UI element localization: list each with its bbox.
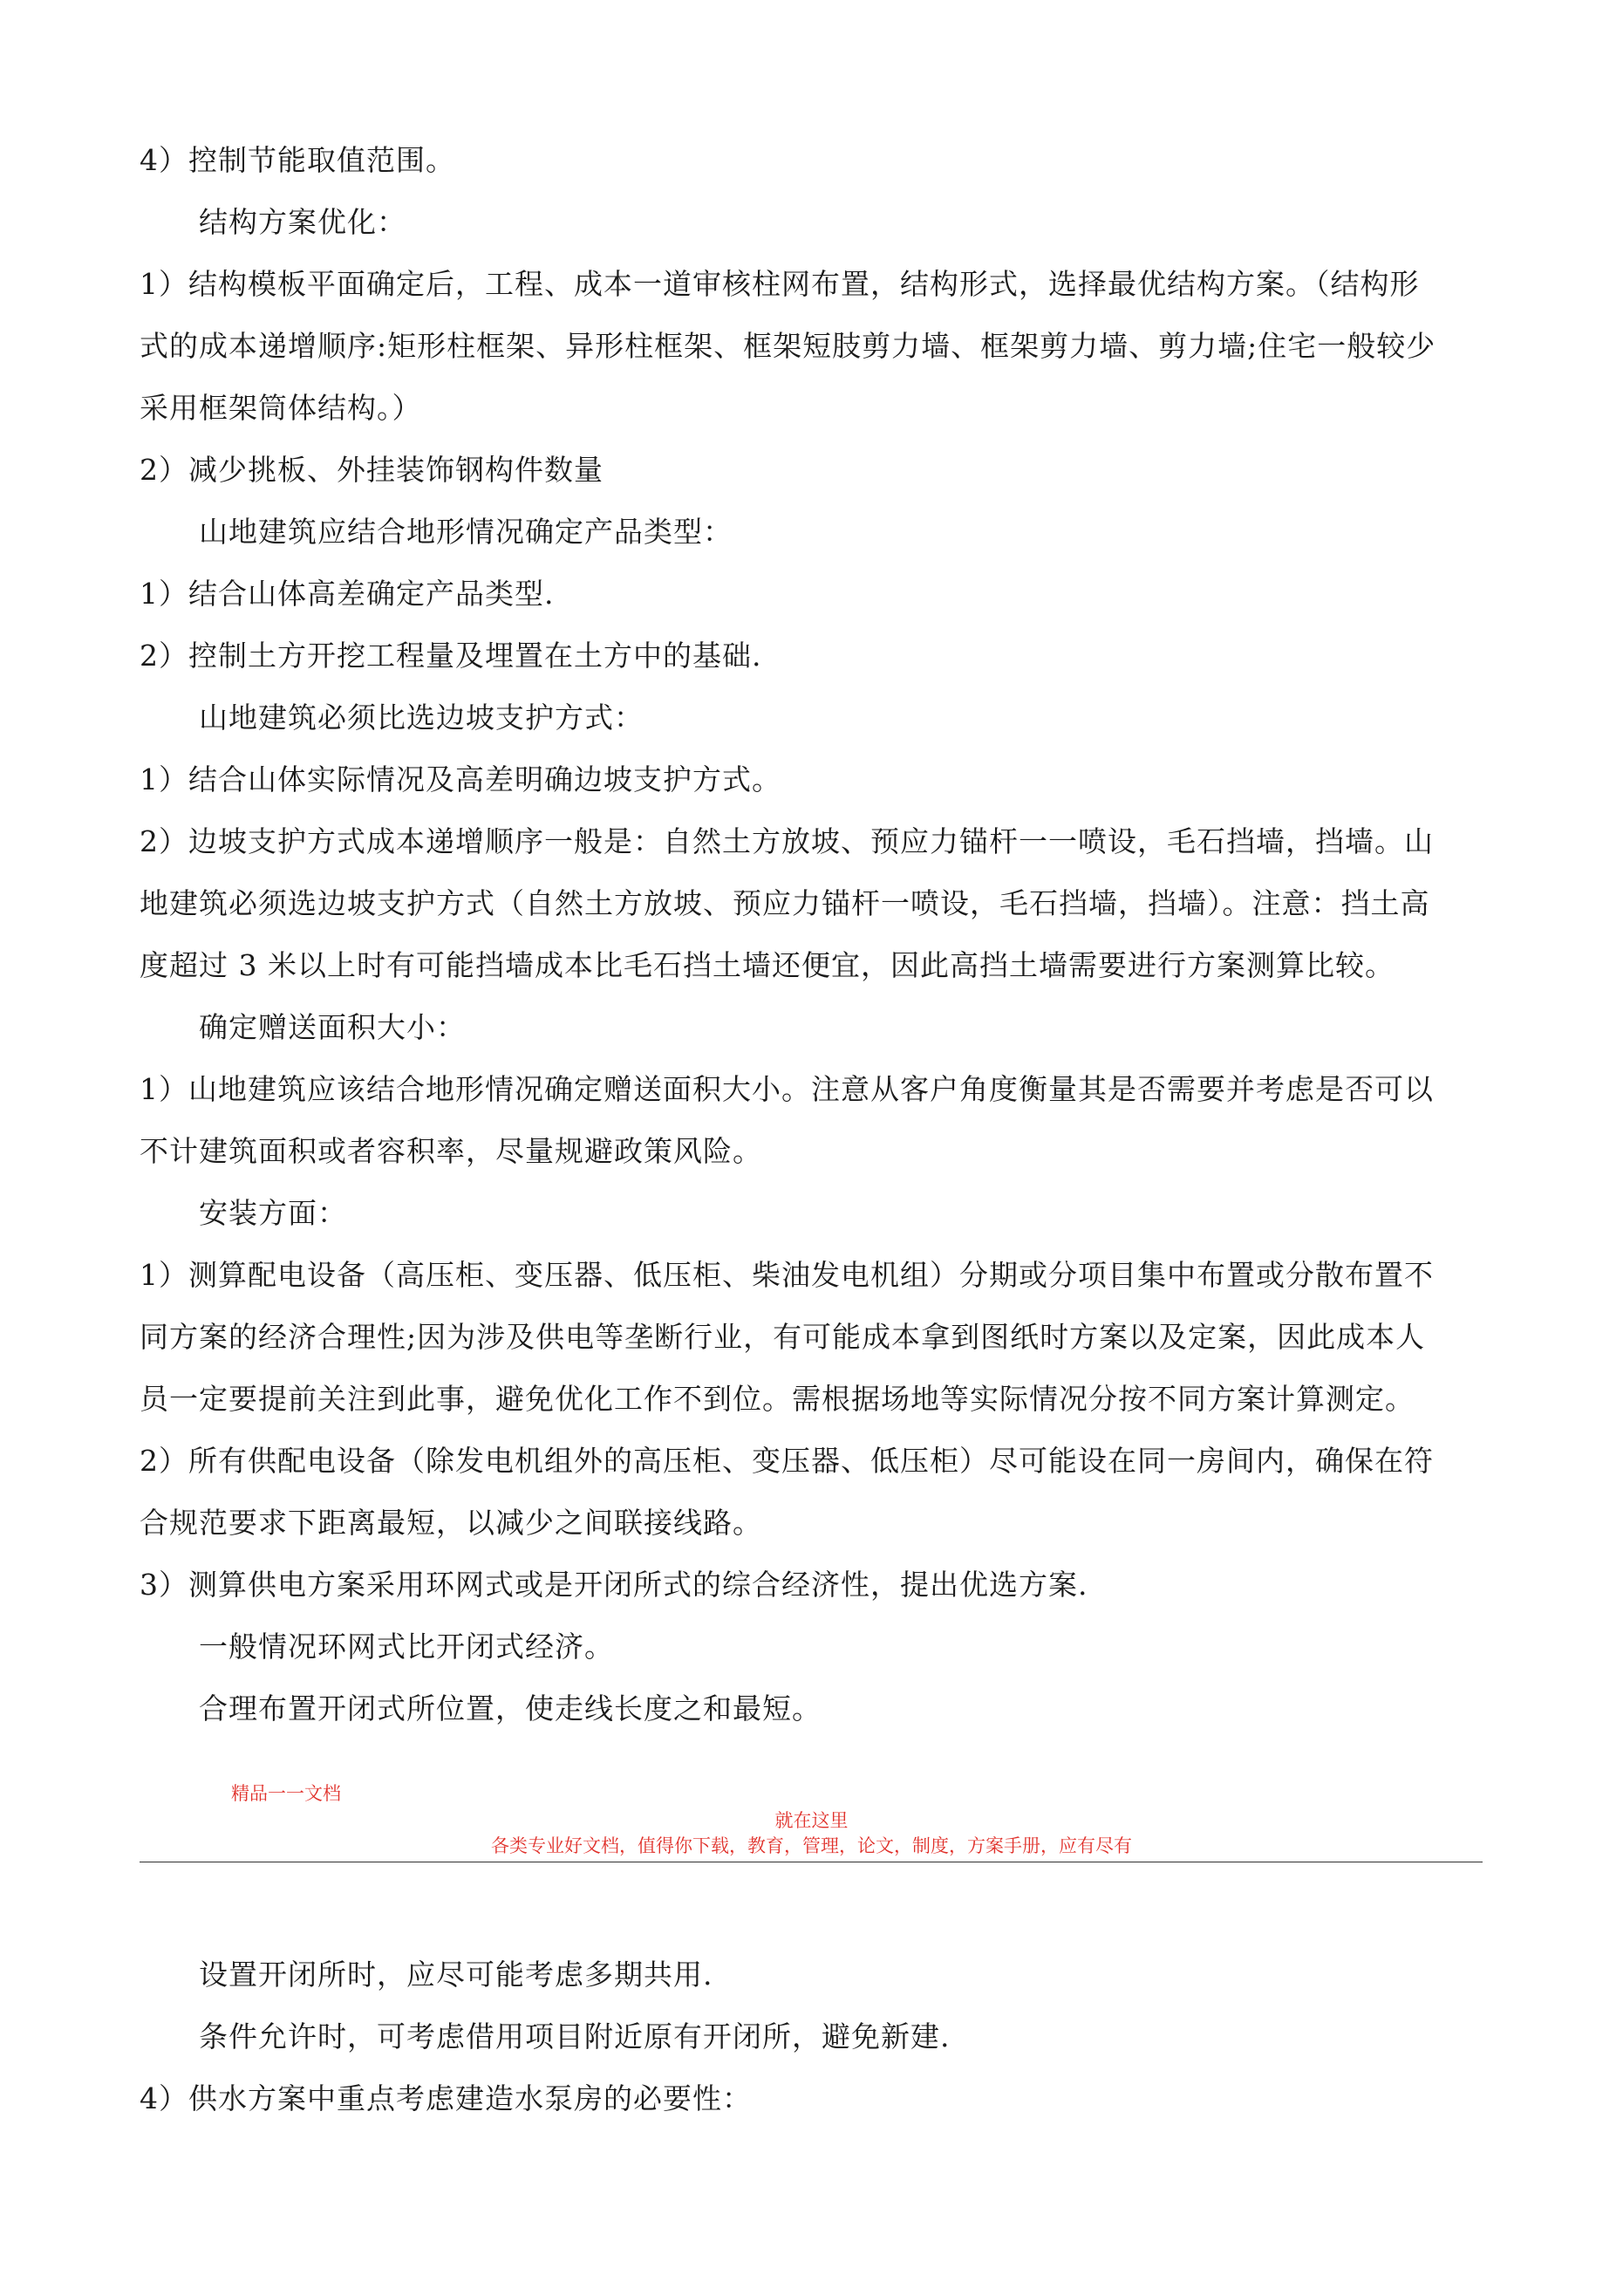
paragraph-line: 条件允许时，可考虑借用项目附近原有开闭所，避免新建. [199,2019,951,2053]
paragraph-line: 式的成本递增顺序:矩形柱框架、异形柱框架、框架短肢剪力墙、框架剪力墙、剪力墙;住宅一般较少 [140,329,1436,363]
footer-watermark-left: 精品一一文档 [231,1783,341,1804]
paragraph-line: 同方案的经济合理性;因为涉及供电等垄断行业，有可能成本拿到图纸时方案以及定案，因此成本人 [140,1320,1426,1354]
paragraph-line: 设置开闭所时，应尽可能考虑多期共用. [199,1958,713,1992]
section-heading: 山地建筑必须比选边坡支护方式： [199,700,644,735]
paragraph-line: 3）测算供电方案采用环网式或是开闭所式的综合经济性，提出优选方案. [140,1568,1088,1602]
paragraph-line: 员一定要提前关注到此事，避免优化工作不到位。需根据场地等实际情况分按不同方案计算测定。 [140,1382,1415,1416]
paragraph-line: 度超过 3 米以上时有可能挡墙成本比毛石挡土墙还便宜，因此高挡土墙需要进行方案测算比较。 [140,948,1395,982]
paragraph-line: 采用框架筒体结构。） [140,391,422,425]
paragraph-line: 地建筑必须选边坡支护方式（自然土方放坡、预应力锚杆一喷设，毛石挡墙，挡墙）。注意：挡土高 [140,886,1430,920]
paragraph-line: 2）所有供配电设备（除发电机组外的高压柜、变压器、低压柜）尽可能设在同一房间内，确保在符 [140,1444,1434,1478]
paragraph-line: 1）山地建筑应该结合地形情况确定赠送面积大小。注意从客户角度衡量其是否需要并考虑是否可以 [140,1072,1434,1106]
section-heading: 山地建筑应结合地形情况确定产品类型： [199,515,733,549]
paragraph-line: 合理布置开闭式所位置，使走线长度之和最短。 [199,1691,822,1725]
footer-watermark-tagline: 各类专业好文档，值得你下载，教育，管理，论文，制度，方案手册，应有尽有 [491,1835,1132,1856]
section-heading: 结构方案优化： [199,205,406,239]
paragraph-line: 2）控制土方开挖工程量及埋置在土方中的基础. [140,639,762,673]
paragraph-line: 4）供水方案中重点考虑建造水泵房的必要性： [140,2081,752,2115]
paragraph-line: 1）测算配电设备（高压柜、变压器、低压柜、柴油发电机组）分期或分项目集中布置或分散布置不 [140,1258,1434,1292]
paragraph-line: 合规范要求下距离最短，以减少之间联接线路。 [140,1506,762,1540]
paragraph-line: 2）减少挑板、外挂装饰钢构件数量 [140,453,604,487]
paragraph-line: 一般情况环网式比开闭式经济。 [199,1630,614,1664]
paragraph-line: 1）结构模板平面确定后，工程、成本一道审核柱网布置，结构形式，选择最优结构方案。（结构形 [140,267,1420,301]
paragraph-line: 4）控制节能取值范围。 [140,143,455,177]
paragraph-line: 1）结合山体实际情况及高差明确边坡支护方式。 [140,762,781,796]
paragraph-line: 1）结合山体高差确定产品类型. [140,577,555,611]
section-heading: 确定赠送面积大小： [199,1010,466,1044]
section-heading: 安装方面： [199,1196,347,1230]
paragraph-line: 不计建筑面积或者容积率，尽量规避政策风险。 [140,1134,762,1168]
footer-watermark-center: 就在这里 [774,1810,849,1831]
paragraph-line: 2）边坡支护方式成本递增顺序一般是：自然土方放坡、预应力锚杆一一喷设，毛石挡墙，挡墙。山 [140,824,1434,858]
